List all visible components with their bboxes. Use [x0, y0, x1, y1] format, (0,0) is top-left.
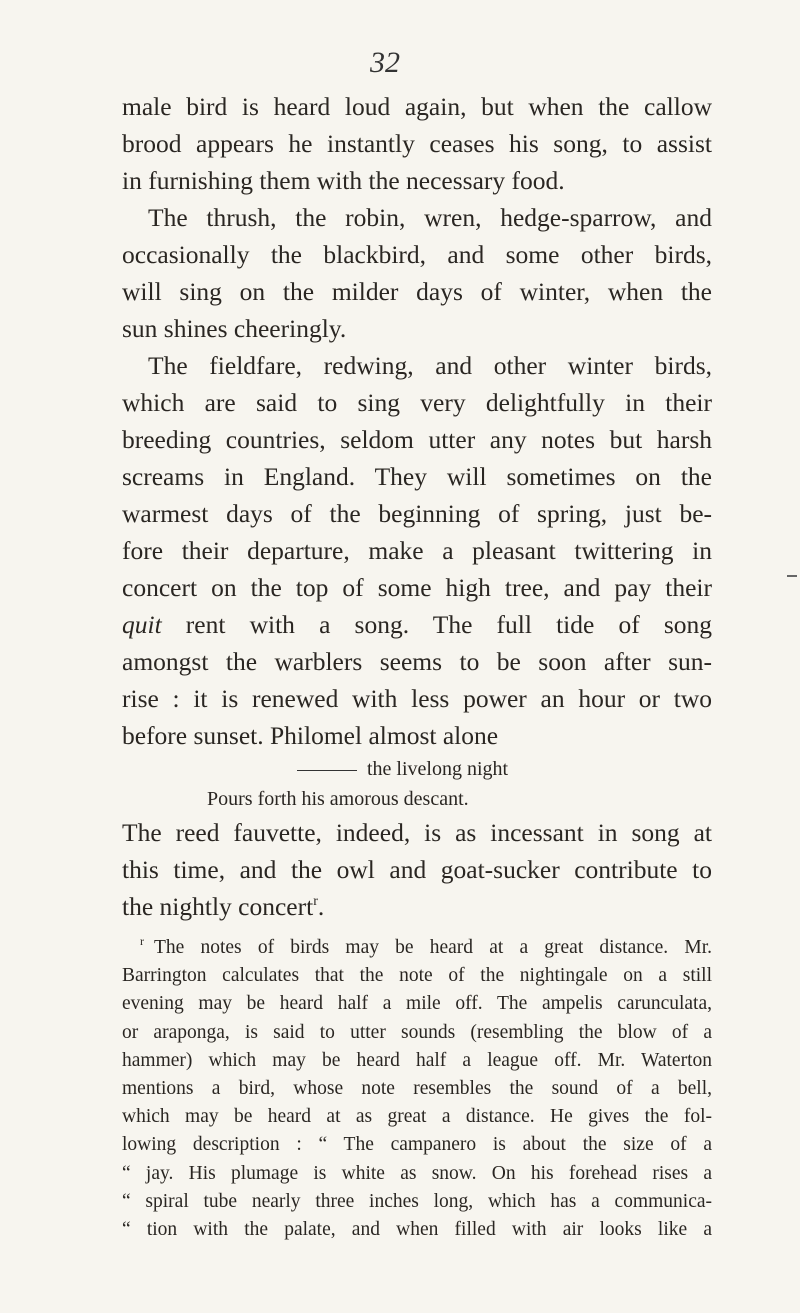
- footnote-line-text: The notes of birds may be heard at a great distance. Mr.: [154, 937, 712, 958]
- footnote-line: which may be heard at as great a distance. He gives the fol-: [122, 1106, 712, 1128]
- text-line: sun shines cheeringly.: [122, 314, 347, 343]
- text-line-final: the nightly concert: [122, 892, 314, 921]
- text-line: male bird is heard loud again, but when the callow: [122, 92, 712, 121]
- footnote-line: mentions a bird, whose note resembles the sound of a bell,: [122, 1077, 712, 1099]
- text-line: which are said to sing very delightfully in their: [122, 388, 712, 417]
- text-line: this time, and the owl and goat-sucker contribute to: [122, 855, 712, 884]
- text-line-quit: [122, 606, 712, 643]
- text-line-rest: rent with a song. The full tide of song: [161, 610, 712, 639]
- text-line: The fieldfare, redwing, and other winter birds,: [148, 351, 712, 380]
- footnote-line: [122, 934, 712, 962]
- text-line: breeding countries, seldom utter any notes but harsh: [122, 425, 712, 454]
- text-line: will sing on the milder days of winter, when the: [122, 277, 712, 306]
- footnote-line: “ jay. His plumage is white as snow. On his forehead rises a: [122, 1162, 712, 1184]
- footnote-marker: r: [140, 934, 144, 948]
- text-line: brood appears he instantly ceases his song, to assist: [122, 129, 712, 158]
- verse-dash: [297, 770, 357, 771]
- verse-line-2: Pours forth his amorous descant.: [207, 788, 469, 810]
- footnote-line: “ tion with the palate, and when filled with air looks like a: [122, 1218, 712, 1240]
- footnote-line: or araponga, is said to utter sounds (resembling the blow of a: [122, 1021, 712, 1043]
- text-line: screams in England. They will sometimes on the: [122, 462, 712, 491]
- text-line-concert: the nightly concert$^r$.: [122, 892, 325, 921]
- text-line: The thrush, the robin, wren, hedge-sparrow, and: [148, 203, 712, 232]
- text-line: occasionally the blackbird, and some other birds,: [122, 240, 712, 269]
- text-line: concert on the top of some high tree, and pay their: [122, 573, 712, 602]
- footnote: [122, 934, 712, 1244]
- text-line: warmest days of the beginning of spring, just be-: [122, 499, 712, 528]
- footnote-line: Barrington calculates that the note of the nightingale on a still: [122, 965, 712, 987]
- verse-line-1: [122, 754, 712, 784]
- text-line: fore their departure, make a pleasant twittering in: [122, 536, 712, 565]
- text-line: amongst the warblers seems to be soon after sun-: [122, 647, 712, 676]
- text-line: The reed fauvette, indeed, is as incessant in song at: [122, 818, 712, 847]
- text-line: in furnishing them with the necessary food.: [122, 166, 565, 195]
- body-text: [122, 88, 712, 925]
- footnote-line: lowing description : “ The campanero is about the size of a: [122, 1134, 712, 1156]
- margin-mark: [787, 575, 797, 577]
- page-number: 32: [370, 46, 400, 79]
- italic-word-quit: quit: [122, 610, 162, 639]
- text-line: rise : it is renewed with less power an hour or two: [122, 684, 712, 713]
- verse-text-1: the livelong night: [367, 758, 509, 780]
- footnote-reference: r: [313, 894, 318, 909]
- footnote-line: “ spiral tube nearly three inches long, which has a communica-: [122, 1190, 712, 1212]
- text-line: before sunset. Philomel almost alone: [122, 721, 499, 750]
- footnote-line: evening may be heard half a mile off. The ampelis carunculata,: [122, 993, 712, 1015]
- footnote-line: hammer) which may be heard half a league off. Mr. Waterton: [122, 1049, 712, 1071]
